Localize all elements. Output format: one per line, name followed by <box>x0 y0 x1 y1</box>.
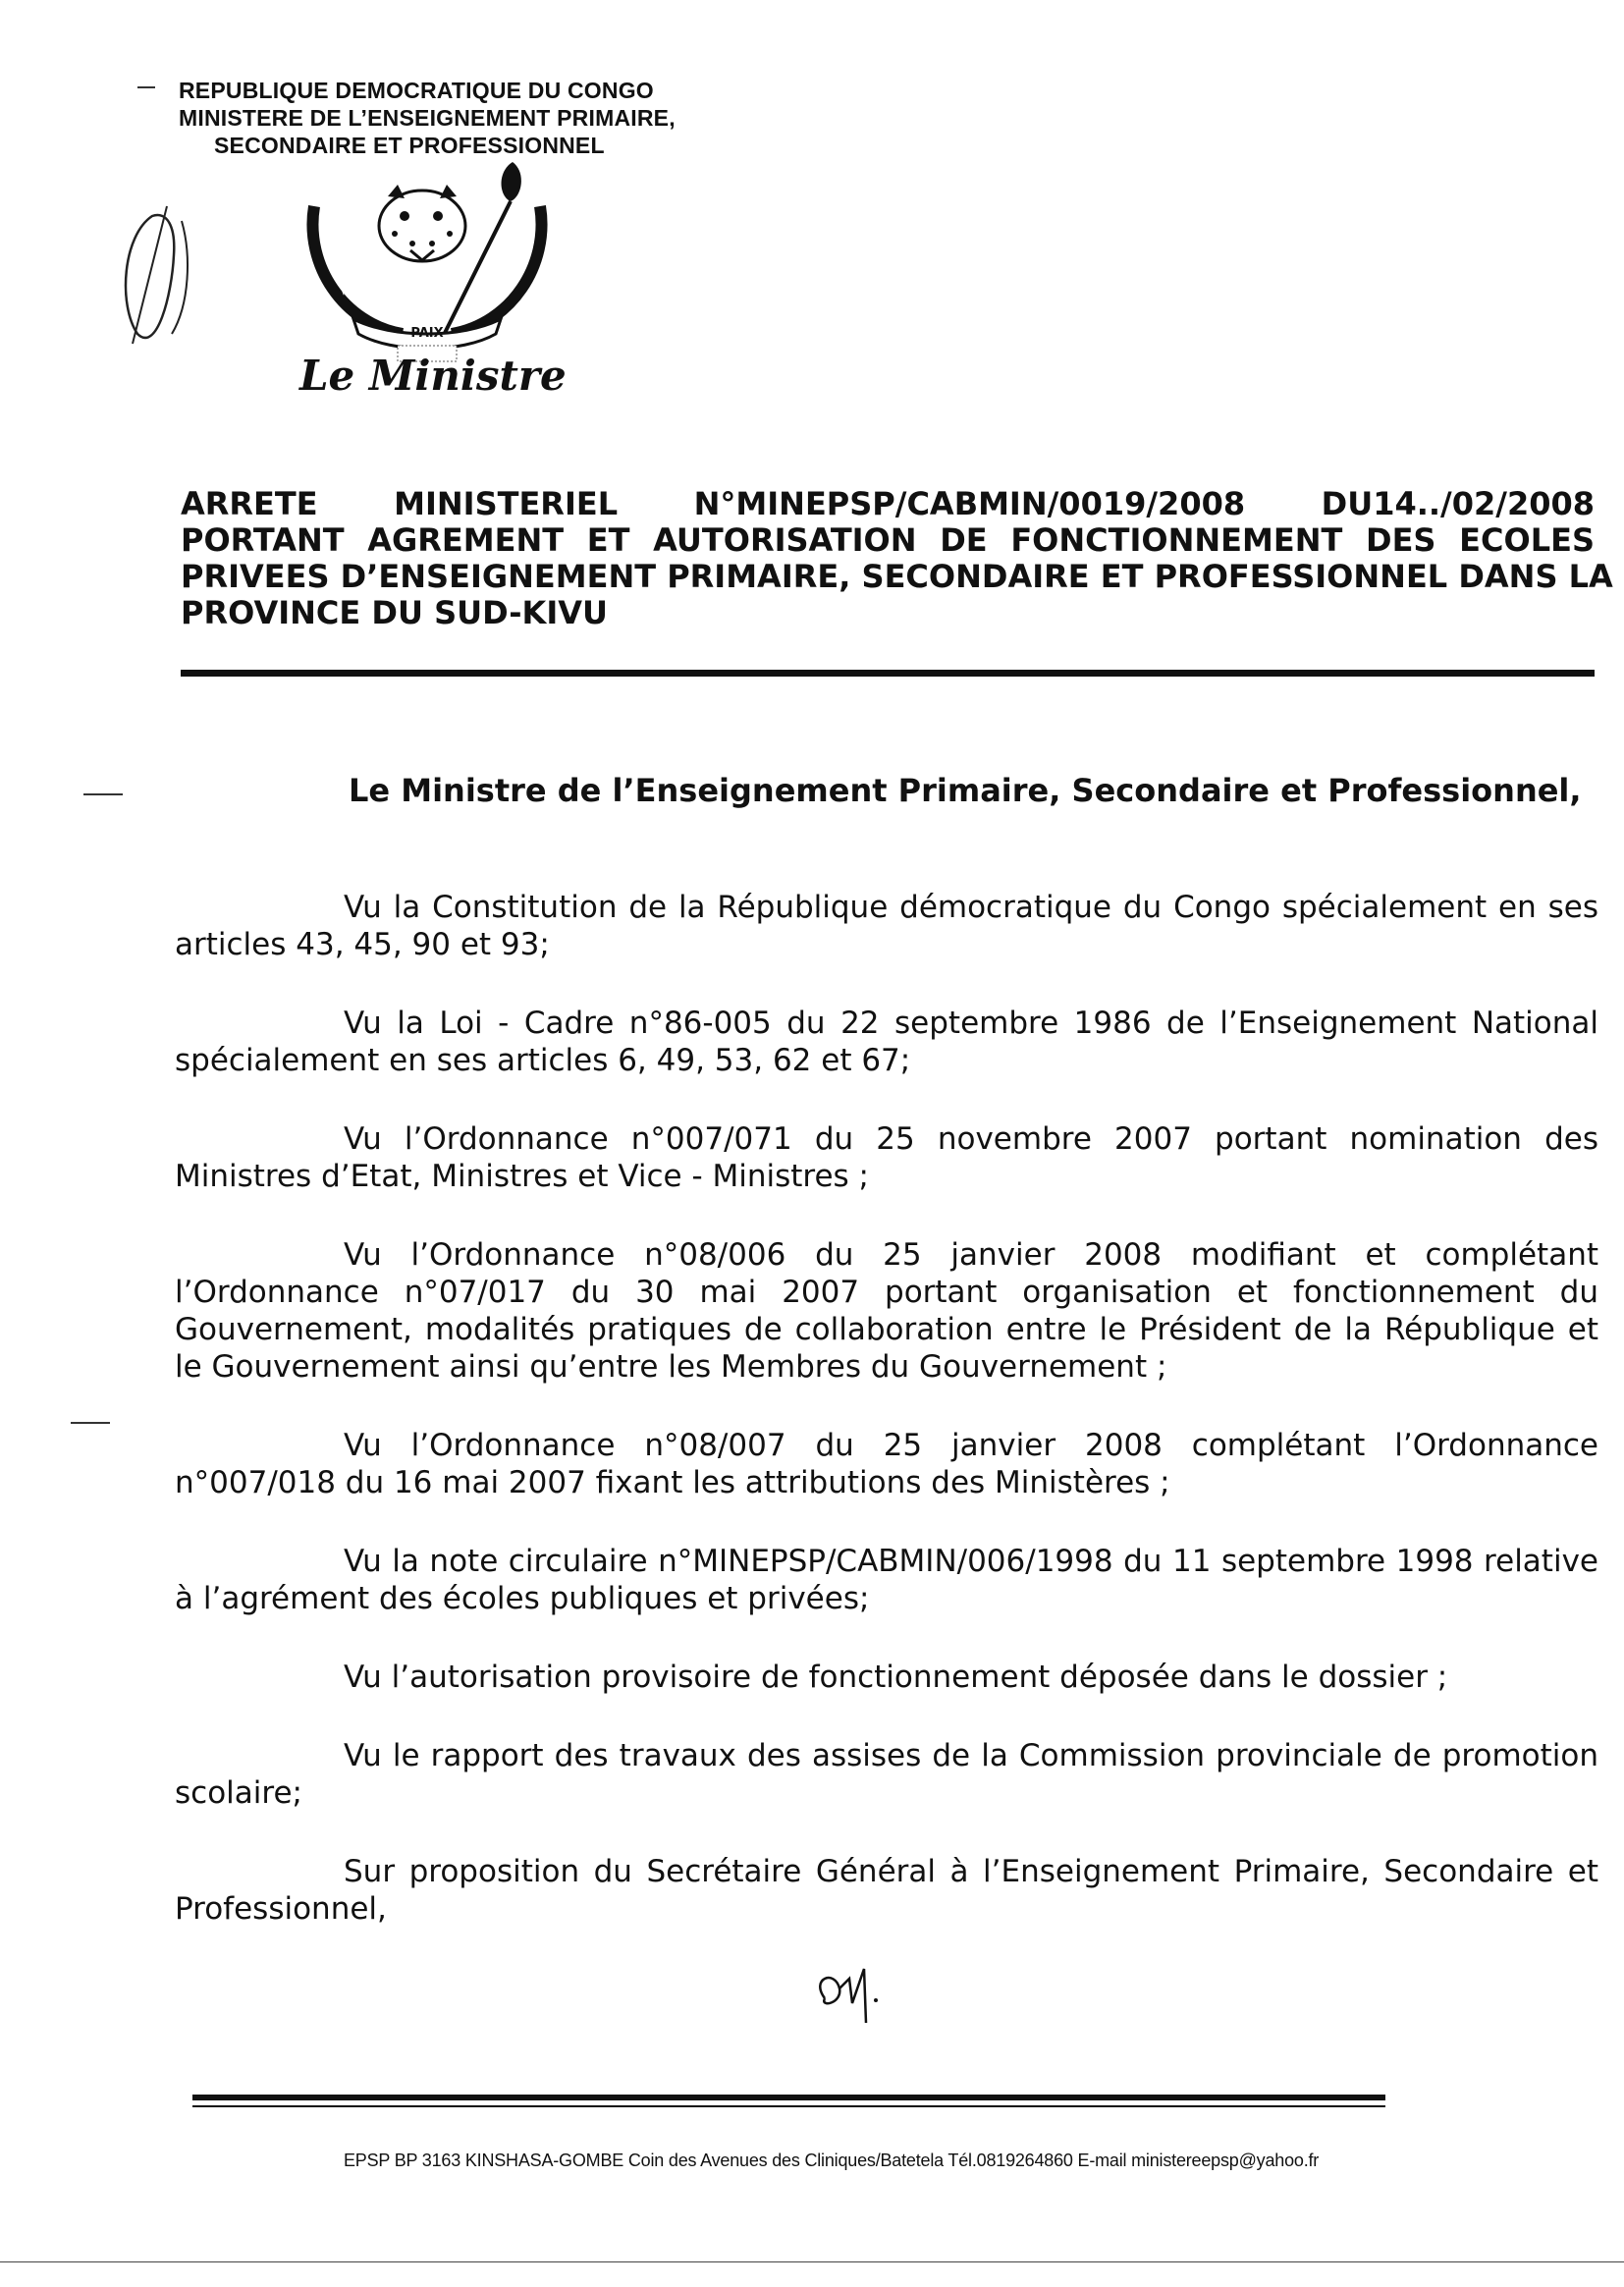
letterhead-ministry: MINISTERE DE L’ENSEIGNEMENT PRIMAIRE, <box>179 105 676 131</box>
paragraph-autorisation: Vu l’autorisation provisoire de fonctionnement déposée dans le dossier ; <box>344 1660 1448 1695</box>
title-divider <box>181 670 1595 677</box>
paragraph-constitution: Vu la Constitution de la République démocratique du Congo spécialement en ses articles 43, 45, 90 et 93; <box>175 890 1598 962</box>
paragraph-ordonnance-attributions: Vu l’Ordonnance n°08/007 du 25 janvier 2008 complétant l’Ordonnance n°007/018 du 16 mai 2007 fixant les attributions des Ministères ; <box>175 1428 1598 1500</box>
paragraph-ordonnance-nomination: Vu l’Ordonnance n°007/071 du 25 novembre 2007 portant nomination des Ministres d’Etat, Ministres et Vice - Ministres ; <box>175 1121 1598 1194</box>
coat-of-arms-emblem <box>295 157 560 363</box>
page-bottom-line <box>0 2261 1624 2262</box>
title-line-1 <box>181 486 1595 522</box>
footer-divider <box>192 2095 1385 2100</box>
footer-divider-thin <box>192 2105 1385 2107</box>
letterhead <box>179 77 768 159</box>
title-line-3: PRIVEES D’ENSEIGNEMENT PRIMAIRE, SECONDAIRE ET PROFESSIONNEL DANS LA <box>181 558 1613 595</box>
scan-mark <box>137 86 155 88</box>
scan-mark <box>83 793 123 795</box>
decree-title <box>181 485 1613 631</box>
paragraph-ordonnance-organisation: Vu l’Ordonnance n°08/006 du 25 janvier 2008 modifiant et complétant l’Ordonnance n°07/017 du 30 mai 2007 portant organisation et fonctionnement du Gouvernement, modalités pratiques de collaboration entre le Président de la République et le Gouvernement ainsi qu’entre les Membres du Gouvernement ; <box>175 1237 1598 1385</box>
letterhead-country: REPUBLIQUE DEMOCRATIQUE DU CONGO <box>179 78 654 103</box>
letterhead-ministry-cont: SECONDAIRE ET PROFESSIONNEL <box>214 133 605 158</box>
title-line-4: PROVINCE DU SUD-KIVU <box>181 594 608 631</box>
scan-mark <box>71 1422 110 1424</box>
paragraph-proposition: Sur proposition du Secrétaire Général à l’Enseignement Primaire, Secondaire et Professionnel, <box>175 1854 1598 1927</box>
paragraph-rapport: Vu le rapport des travaux des assises de la Commission provinciale de promotion scolaire; <box>175 1738 1598 1811</box>
paragraph-note-circulaire: Vu la note circulaire n°MINEPSP/CABMIN/006/1998 du 11 septembre 1998 relative à l’agrément des écoles publiques et privées; <box>175 1544 1598 1616</box>
title-word-arrete: ARRETE <box>181 485 318 522</box>
decree-number: N°MINEPSP/CABMIN/0019/2008 <box>693 485 1246 522</box>
preamble-paragraphs <box>175 889 1598 1969</box>
title-line-2: PORTANT AGREMENT ET AUTORISATION DE FONCTIONNEMENT DES ECOLES <box>181 521 1595 559</box>
signature-title: Le Ministre <box>299 352 567 400</box>
title-word-ministeriel: MINISTERIEL <box>394 485 619 522</box>
margin-handwritten-mark <box>113 196 201 354</box>
paragraph-loi-cadre: Vu la Loi - Cadre n°86-005 du 22 septembre 1986 de l’Enseignement National spécialement en ses articles 6, 49, 53, 62 et 67; <box>175 1006 1598 1078</box>
footer-contact: EPSP BP 3163 KINSHASA-GOMBE Coin des Avenues des Cliniques/Batetela Tél.0819264860 E-mail ministereepsp@yahoo.fr <box>344 2151 1320 2170</box>
handwritten-initials <box>805 1959 893 2028</box>
emblem-motto-center: PAIX <box>410 326 444 341</box>
preamble-heading: Le Ministre de l’Enseignement Primaire, Secondaire et Professionnel, <box>349 772 1582 809</box>
emblem-motto-left: JUSTICE <box>329 260 351 297</box>
emblem-motto-right: TRAVAIL <box>512 219 534 257</box>
decree-date: DU14../02/2008 <box>1321 485 1595 522</box>
